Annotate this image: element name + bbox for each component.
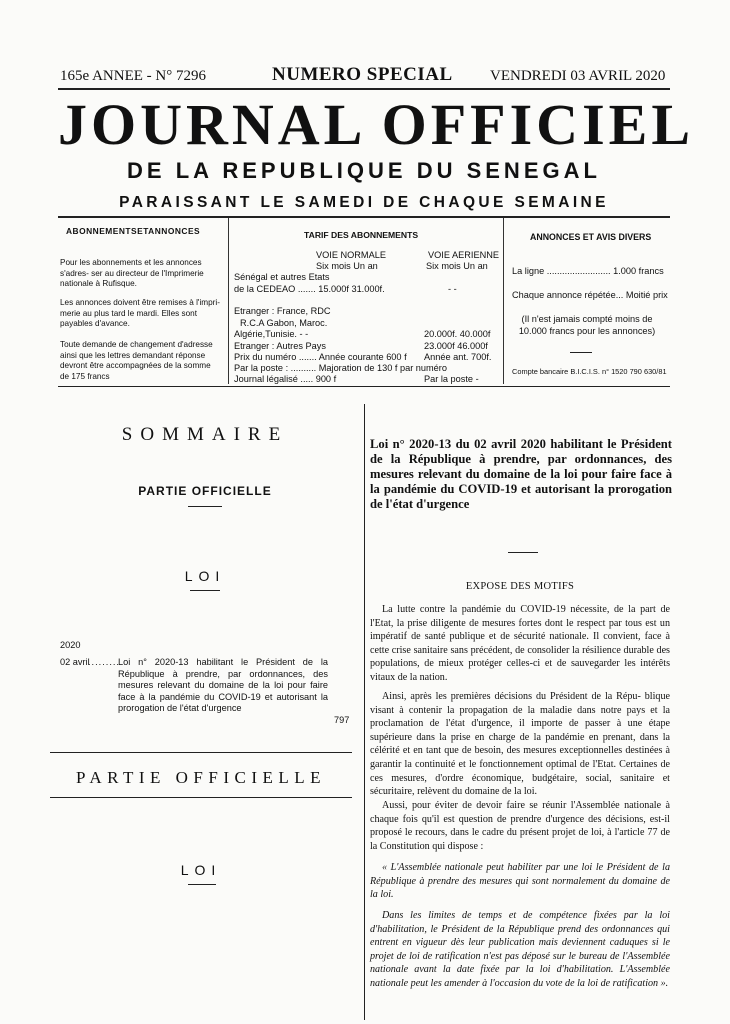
law-paragraph-3: Aussi, pour éviter de devoir faire se réunir l'Assemblée nationale à chaque fois qu'il est question de prendre d'urgence des décisions, est-il proposé le recours, dans le cadre du présent projet de loi, à l'article 77 de la Constitution qui dispose : [370,800,670,852]
tarif-row: R.C.A Gabon, Maroc. [240,318,328,328]
sommaire-partie-officielle: PARTIE OFFICIELLE [138,484,272,498]
tarif-sub-normale: Six mois Un an [316,261,378,271]
box-divider-right [503,218,504,384]
sommaire-entry-text[interactable]: Loi n° 2020-13 habilitant le Président de la République à prendre, par ordonnances, des mesures relevant du domaine de la loi pour faire face à la pandémie du COVID-19 et autorisant la prorogation de l'état d'urgence [118,657,328,714]
partie-top-rule [50,752,352,753]
tarif-right: 20.000f. 40.000f [424,329,491,339]
abonnements-text-1: Pour les abonnements et les annonces s'adres- ser au directeur de l'Imprimerie nationale à Rufisque. [60,258,204,289]
tarif-row: de la CEDEAO ....... 15.000f 31.000f. [234,284,385,294]
column-divider [364,404,365,1020]
masthead-rule [58,88,670,90]
constitution-quote-2: Dans les limites de temps et de compétence fixées par la loi d'habilitation, le Président de la République prend des ordonnances qui entrent en vigueur dès leur publication mais deviennent caduques si le projet de loi de ratification n'est pas déposé sur le bureau de l'Assemblée nationale avant la date fixée par la loi d'habilitation. L'Assemblée nationale peut les amender à l'occasion du vote de la loi de ratification ». [370,910,670,989]
sommaire-loi: LOI [184,568,226,584]
issue-date: VENDREDI 03 AVRIL 2020 [490,68,666,84]
tarif-right: 23.000f 46.000f [424,341,488,351]
tarif-row: Etranger : Autres Pays [234,341,326,351]
tarif-row: Par la poste : .......... Majoration de 130 f par numéro [234,363,447,373]
masthead-bottom-rule [58,216,670,218]
tarif-col-aerienne: VOIE AERIENNE [428,250,499,260]
bank-account: Compte bancaire B.I.C.I.S. n° 1520 790 630/81 [512,367,667,376]
sommaire-year: 2020 [60,640,81,650]
annonces-line-price: La ligne ......................... 1.000 francs [512,266,664,276]
annonces-minimum: (Il n'est jamais compté moins de 10.000 francs pour les annonces) [518,314,656,336]
sommaire-page-number: 797 [334,715,350,725]
tarif-row: Journal légalisé ..... 900 f [234,374,337,384]
tarif-row: Etranger : France, RDC [234,306,331,316]
partie-bottom-rule [50,797,352,798]
box-divider-left [228,218,229,384]
sommaire-entry-date: 02 avril [60,657,90,667]
info-bottom-rule [58,386,670,387]
annonces-dash [570,352,592,353]
publication-frequency: PARAISSANT LE SAMEDI DE CHAQUE SEMAINE [119,194,609,211]
tarif-heading: TARIF DES ABONNEMENTS [304,230,419,240]
law-paragraph-2: Ainsi, après les premières décisions du Président de la Répu- blique visant à contenir la propagation de la maladie dans notre pays et la proclamation de l'état d'urgence, il importe de passer à une étape supérieure dans la prise en charge de la pandémie en prenant, dans la célérité et en tant que de besoin, des mesures exceptionnelles destinées à garantir la continuité et le fonctionnement optimal de l'Etat. Certaines de ces mesures, d'ordre économique, budgétaire, social, sanitaire et sécuritaire, relèvent du domaine de la loi. [370,691,670,798]
law-title: Loi n° 2020-13 du 02 avril 2020 habilitant le Président de la République à prendre, par ordonnances, des mesures relevant du domaine de la loi pour faire face à la pandémie du COVID-19 et autorisant la prorogation de l'état d'urgence [370,437,672,511]
tarif-right: - - [448,284,457,294]
abonnements-text-2: Les annonces doivent être remises à l'impri- merie au plus tard le mardi. Elles sont payables d'avance. [60,298,220,329]
tarif-row: Sénégal et autres Etats [234,272,330,282]
sommaire-title: SOMMAIRE [121,424,289,445]
sommaire-loi-divider [190,590,220,591]
loi-divider [188,884,216,885]
tarif-row: Prix du numéro ....... Année courante 600 f [234,352,407,362]
loi-heading: LOI [180,862,222,878]
tarif-col-normale: VOIE NORMALE [316,250,386,260]
annonces-repeat-price: Chaque annonce répétée... Moitié prix [512,290,668,300]
sommaire-dots: ......... [88,657,120,667]
sommaire-divider [188,506,222,507]
abonnements-heading: ABONNEMENTSETANNONCES [66,226,201,236]
law-paragraph-1: La lutte contre la pandémie du COVID-19 nécessite, de la part de l'Etat, la prise diligente de mesures fortes dont le respect par tous est un impératif de santé publique et de sécurité nationale. Il convient, face à cette crise sanitaire sans précédent, de consolider la résilience durable des populations, de mieux protéger celles-ci et de sauvegarder les intérêts vitaux de la nation. [370,604,670,683]
issue-number: 165e ANNEE - N° 7296 [60,68,206,84]
journal-subtitle: DE LA REPUBLIQUE DU SENEGAL [127,158,601,183]
expose-des-motifs: EXPOSE DES MOTIFS [465,581,575,592]
tarif-right: Par la poste - [424,374,479,384]
special-issue-label: NUMERO SPECIAL [272,64,453,85]
law-title-divider [508,552,538,553]
constitution-quote-1: « L'Assemblée nationale peut habiliter par une loi le Président de la République à prendre des mesures qui sont normalement du domaine de la loi. [370,862,670,901]
annonces-heading: ANNONCES ET AVIS DIVERS [530,232,652,242]
tarif-row: Algérie,Tunisie. - - [234,329,309,339]
journal-title: JOURNAL OFFICIEL [58,92,695,157]
partie-officielle-heading: PARTIE OFFICIELLE [75,768,327,787]
tarif-right: Année ant. 700f. [424,352,492,362]
abonnements-text-3: Toute demande de changement d'adresse ainsi que les lettres demandant réponse devront être accompagnées de la somme de 175 francs [60,340,213,381]
tarif-sub-aerienne: Six mois Un an [426,261,488,271]
